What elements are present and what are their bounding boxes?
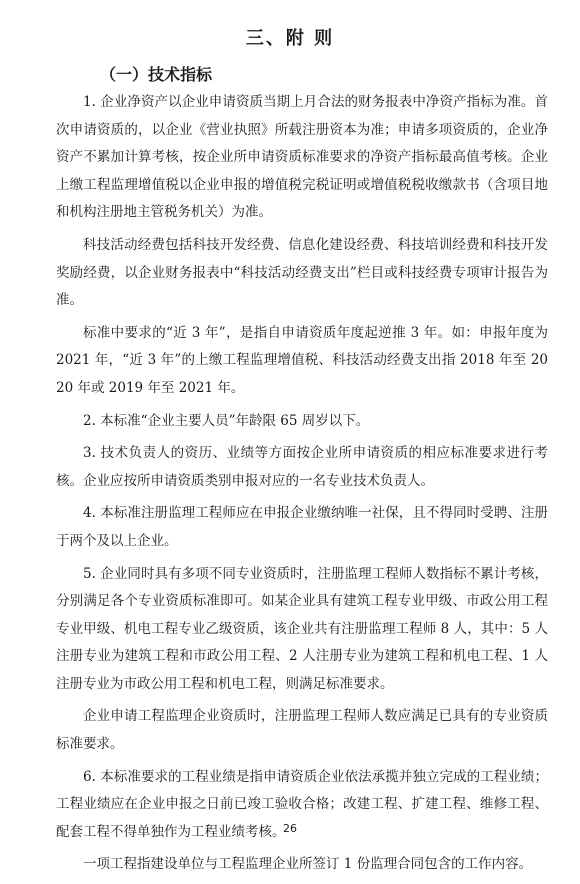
page-number: 26 <box>283 822 297 835</box>
paragraph: 5. 企业同时具有多项不同专业资质时，注册监理工程师人数指标不累计考核，分别满足各个专业资质标准即可。如某企业具有建筑工程专业甲级、市政公用工程专业甲级、机电工程专业乙级资质，该企业共有注册监理工程师 8 人，其中：5 人注册专业为建筑工程和市政公用工程、2 人注册专业为建筑工程和机电工程、1 人注册专业为市政公用工程和机电工程，则满足标准要求。 <box>56 565 548 692</box>
section-title: 三、附 则 <box>245 28 335 49</box>
body-text <box>56 89 548 884</box>
subsection-title: （一）技术指标 <box>100 65 213 84</box>
paragraph: 6. 本标准要求的工程业绩是指申请资质企业依法承揽并独立完成的工程业绩；工程业绩应在企业申报之日前已竣工验收合格；改建工程、扩建工程、维修工程、配套工程不得单独作为工程业绩考核。 <box>56 768 548 840</box>
paragraph: 2. 本标准“企业主要人员”年龄限 65 周岁以下。 <box>83 412 370 429</box>
paragraph: 1. 企业净资产以企业申请资质当期上月合法的财务报表中净资产指标为准。首次申请资质的，以企业《营业执照》所载注册资本为准；申请多项资质的，企业净资产不累加计算考核，按企业所申请资质标准要求的净资产指标最高值考核。企业上缴工程监理增值税以企业申报的增值税完税证明或增值税税收缴款书（含项目地和机构注册地主管税务机关）为准。 <box>56 94 548 221</box>
paragraph: 标准中要求的“近 3 年”，是指自申请资质年度起逆推 3 年。如：申报年度为 2021 年，“近 3 年”的上缴工程监理增值税、科技活动经费支出指 2018 年至 2020 年或 2019 年至 2021 年。 <box>56 324 548 396</box>
paragraph: 4. 本标准注册监理工程师应在申报企业缴纳唯一社保，且不得同时受聘、注册于两个及以上企业。 <box>56 505 548 549</box>
paragraph: 企业申请工程监理企业资质时，注册监理工程师人数应满足已具有的专业资质标准要求。 <box>56 708 548 753</box>
paragraph: 3. 技术负责人的资历、业绩等方面按企业所申请资质的相应标准要求进行考核。企业应按所申请资质类别申报对应的一名专业技术负责人。 <box>56 445 548 489</box>
paragraph: 一项工程指建设单位与工程监理企业所签订 1 份监理合同包含的工作内容。 <box>83 856 533 873</box>
paragraph: 科技活动经费包括科技开发经费、信息化建设经费、科技培训经费和科技开发奖励经费，以企业财务报表中“科技活动经费支出”栏目或科技经费专项审计报告为准。 <box>56 236 548 309</box>
